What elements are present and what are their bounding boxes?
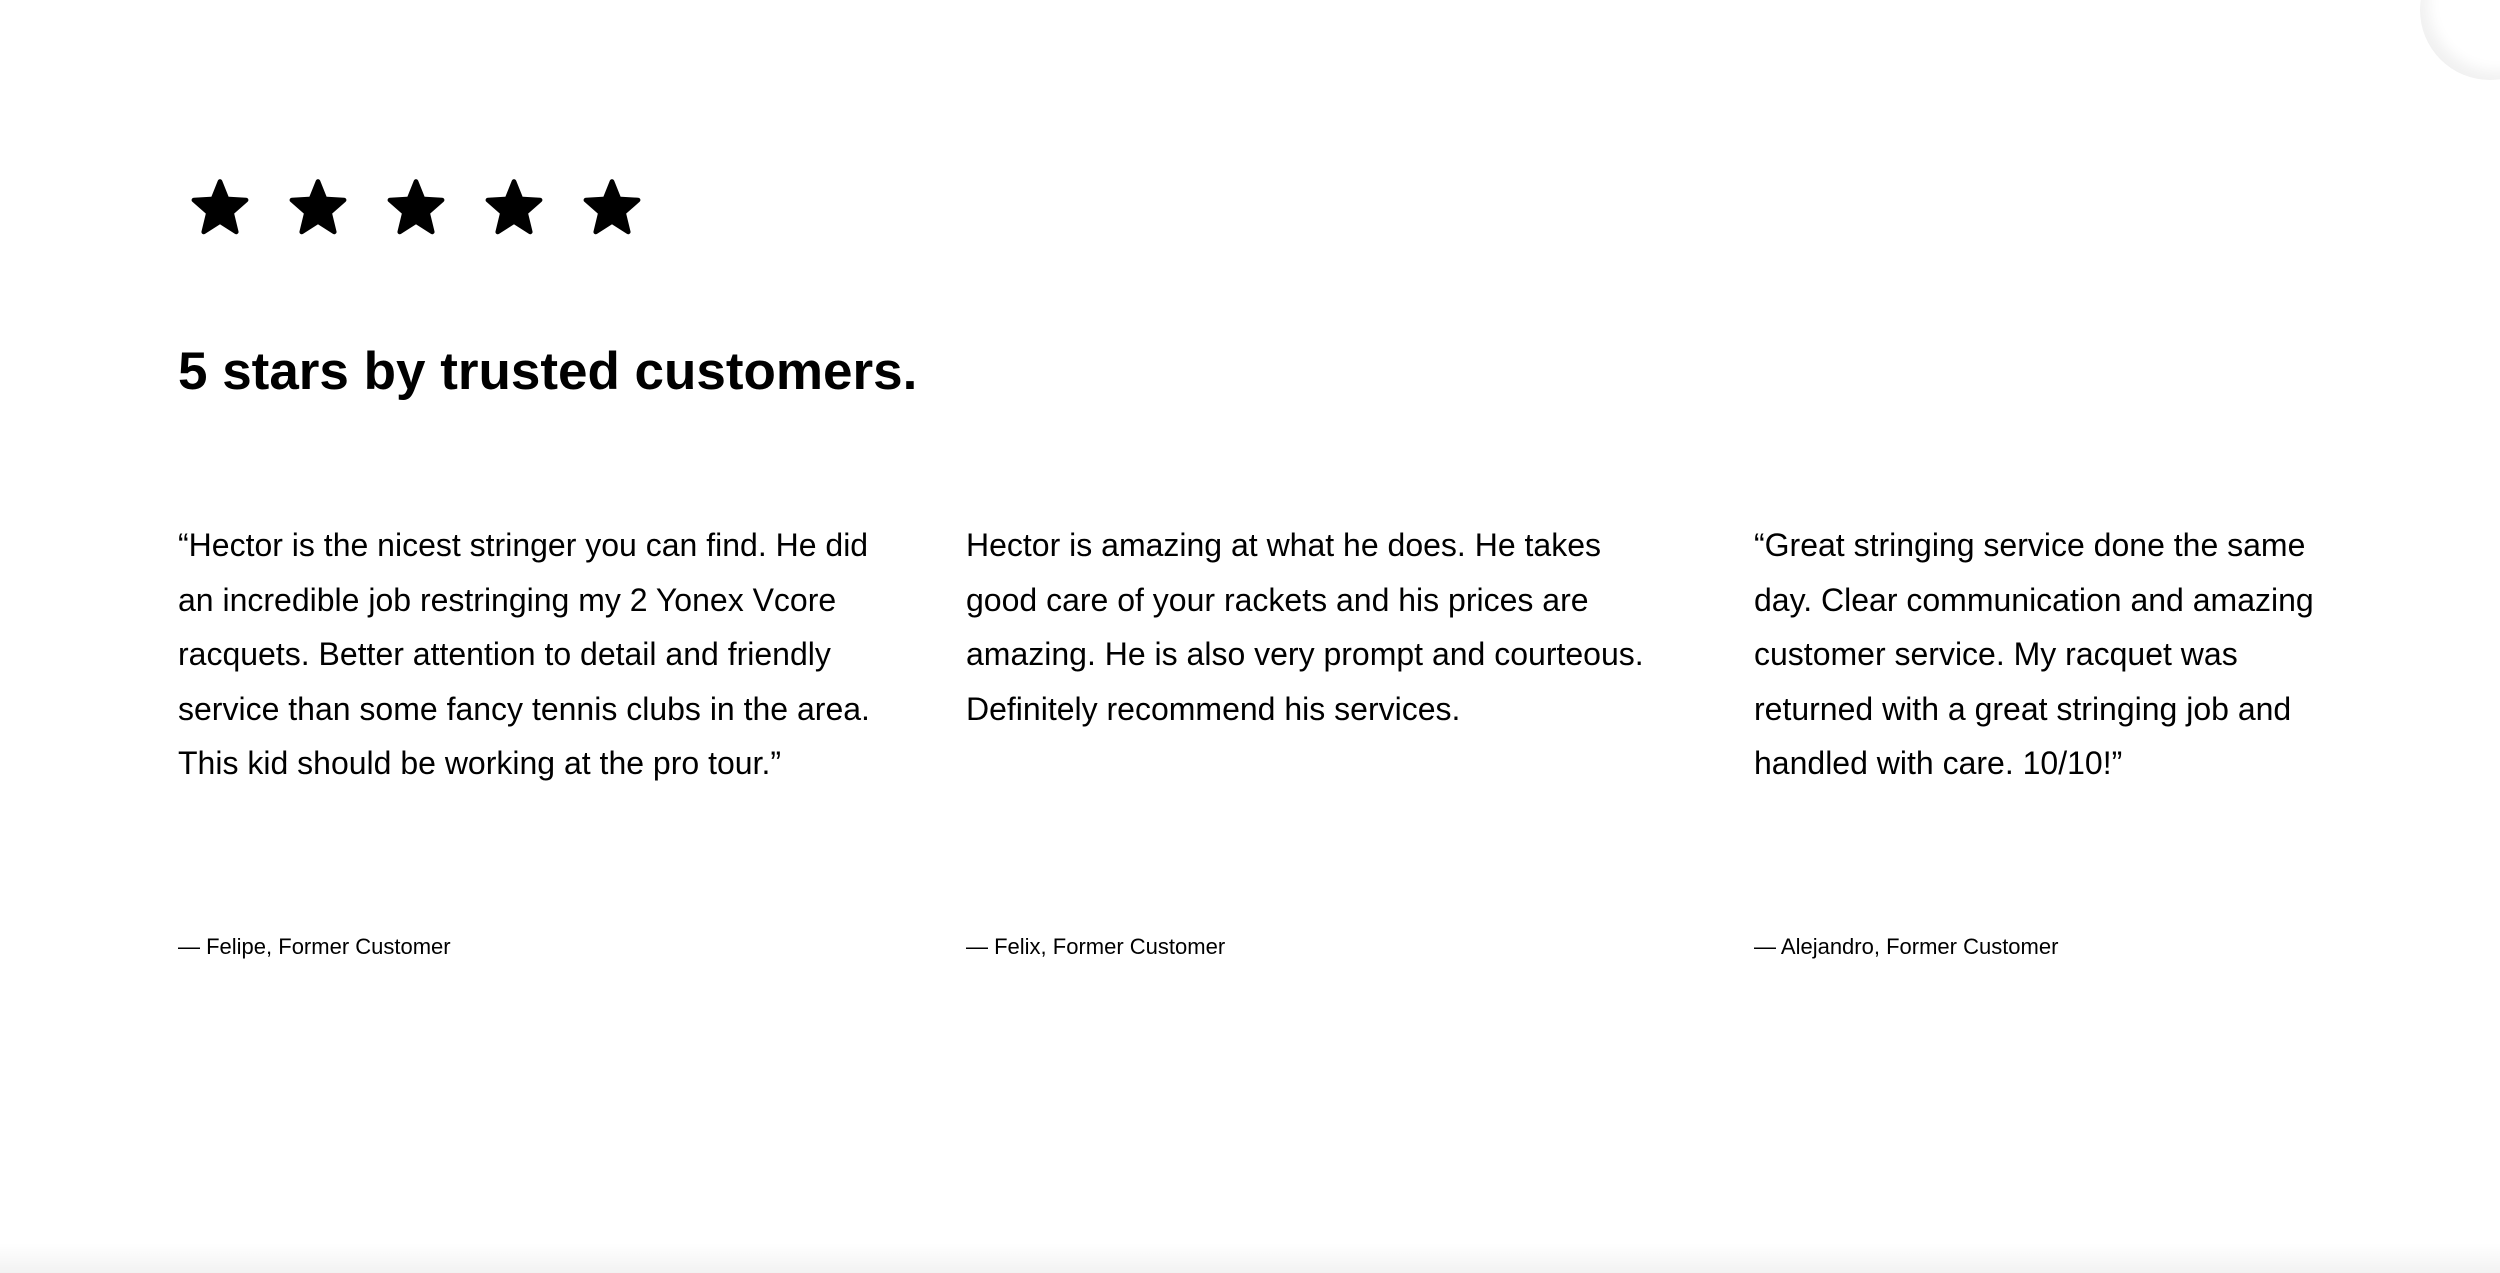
testimonial-card: [966, 518, 1666, 978]
star-icon: [289, 178, 347, 236]
testimonial-author: — Alejandro, Former Customer: [1754, 934, 2059, 959]
star-icon: [191, 178, 249, 236]
testimonials-grid: [178, 518, 2328, 978]
testimonial-author: — Felipe, Former Customer: [178, 934, 451, 959]
star-icon: [583, 178, 641, 236]
window-corner: [2420, 0, 2500, 80]
star-icon: [387, 178, 445, 236]
star-rating: [191, 178, 641, 236]
section-heading: 5 stars by trusted customers.: [178, 342, 918, 401]
testimonial-quote: “Hector is the nicest stringer you can find. He did an incredible job restringing my 2 Yonex Vcore racquets. Better attention to detail and friendly service than some fancy tennis clubs in the area. This kid should be working at the pro tour.”: [178, 527, 870, 781]
star-icon: [485, 178, 543, 236]
testimonial-author: — Felix, Former Customer: [966, 934, 1226, 959]
testimonial-card: [178, 518, 878, 978]
testimonial-card: [1754, 518, 2454, 978]
testimonial-quote: “Great stringing service done the same day. Clear communication and amazing customer service. My racquet was returned with a great stringing job and handled with care. 10/10!”: [1754, 527, 2314, 781]
section-bottom-edge: [0, 1243, 2500, 1273]
testimonial-quote: Hector is amazing at what he does. He takes good care of your rackets and his prices are amazing. He is also very prompt and courteous. Definitely recommend his services.: [966, 527, 1644, 727]
